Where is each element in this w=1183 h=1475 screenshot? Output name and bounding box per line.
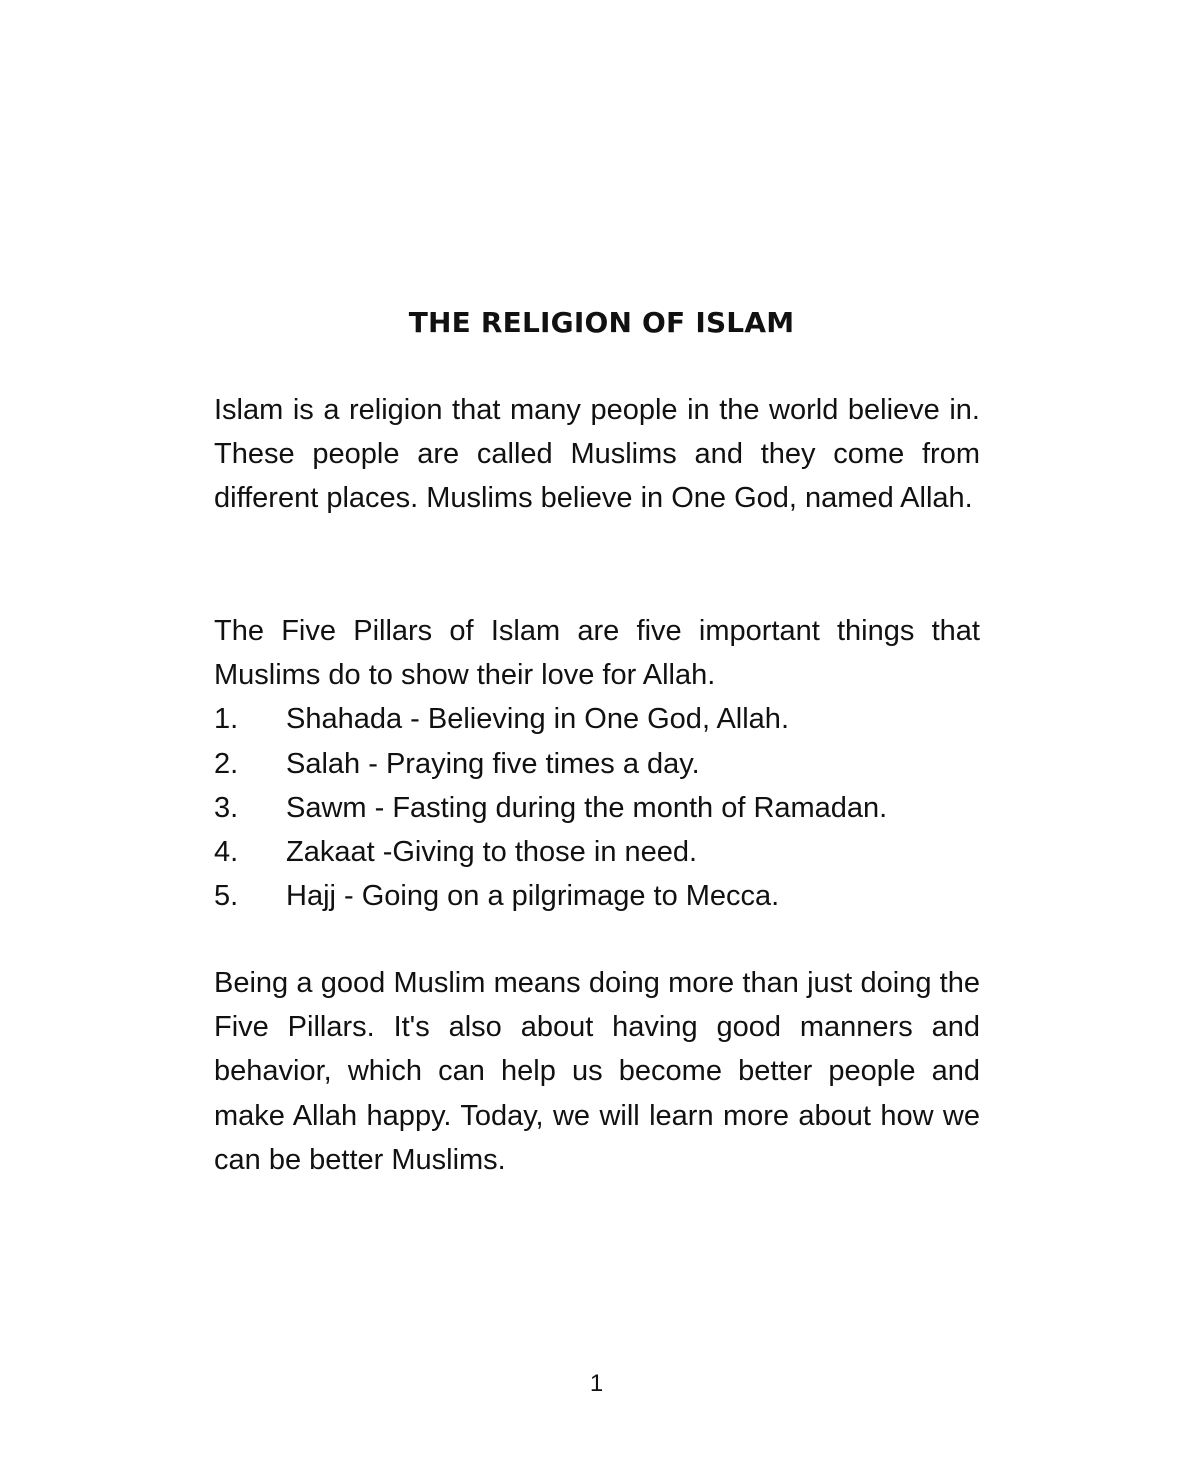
list-item-number: 2. xyxy=(214,747,239,780)
list-item-text: Salah - Praying five times a day. xyxy=(286,747,700,780)
conclusion-section xyxy=(214,961,980,1182)
list-item xyxy=(214,742,980,786)
list-item-text: Hajj - Going on a pilgrimage to Mecca. xyxy=(286,880,780,913)
intro-paragraph: Islam is a religion that many people in the world believe in. These people are called Muslims and they come from different places. Muslims believe in One God, named Allah. xyxy=(214,394,980,515)
intro-section xyxy=(214,388,980,521)
list-item-number: 3. xyxy=(214,791,239,824)
page-title: THE RELIGION OF ISLAM xyxy=(408,306,795,339)
list-item xyxy=(214,697,980,741)
list-item-text: Zakaat -Giving to those in need. xyxy=(286,835,698,868)
list-item-text: Shahada - Believing in One God, Allah. xyxy=(286,703,789,736)
list-item-text: Sawm - Fasting during the month of Ramadan. xyxy=(286,791,888,824)
pillars-section xyxy=(214,609,980,918)
conclusion-paragraph: Being a good Muslim means doing more than just doing the Five Pillars. It's also about having good manners and behavior, which can help us become better people and make Allah happy. Today, we will learn more about how we can be better Muslims. xyxy=(214,967,980,1176)
pillars-list xyxy=(214,697,980,918)
list-item-number: 4. xyxy=(214,835,239,868)
list-item xyxy=(214,786,980,830)
list-item xyxy=(214,874,980,918)
list-item-number: 5. xyxy=(214,880,239,913)
list-item-number: 1. xyxy=(214,703,239,736)
pillars-intro-paragraph: The Five Pillars of Islam are five important things that Muslims do to show their love for Allah. xyxy=(214,615,980,692)
page-number: 1 xyxy=(589,1370,604,1397)
list-item xyxy=(214,830,980,874)
